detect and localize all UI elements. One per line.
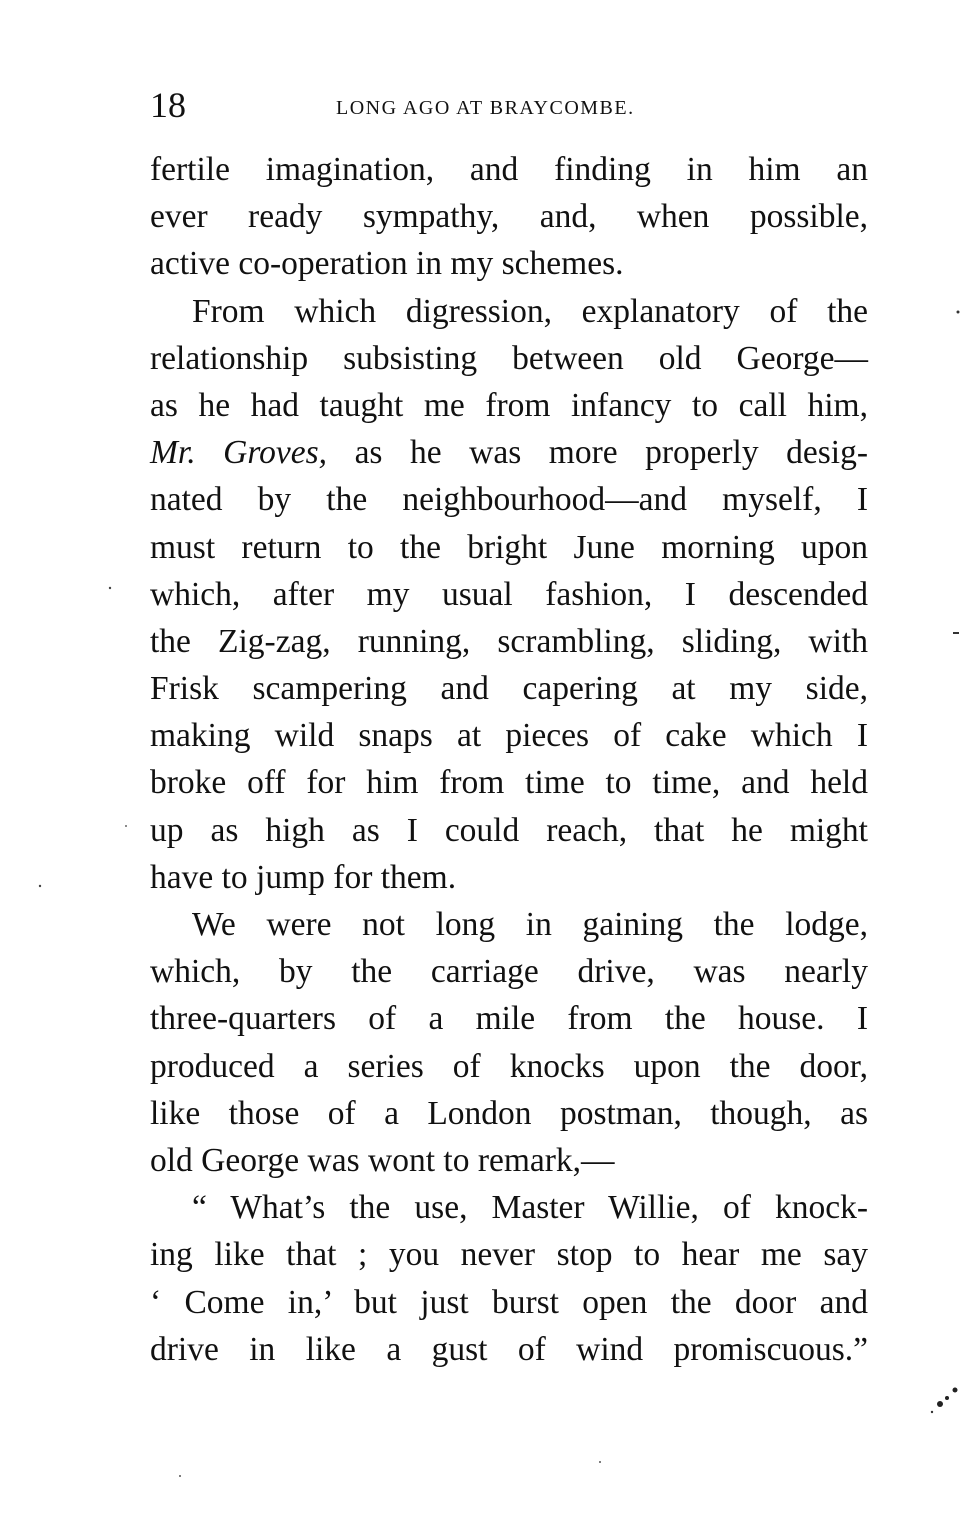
page-header (150, 80, 870, 130)
text-line: From which digression, explanatory of the (192, 292, 868, 330)
text-line: three-quarters of a mile from the house. I (150, 1000, 868, 1038)
text-line: relationship subsisting between old George— (150, 339, 868, 377)
text-line: which, after my usual fashion, I descended (150, 575, 868, 613)
text-line: ever ready sympathy, and, when possible, (150, 198, 868, 236)
text-line: old George was wont to remark,— (150, 1141, 615, 1179)
running-head: LONG AGO AT BRAYCOMBE. (336, 97, 635, 119)
text-line: active co-operation in my schemes. (150, 245, 624, 283)
text-line: nated by the neighbourhood—and myself, I (150, 481, 868, 519)
text-line: as he had taught me from infancy to call him, (150, 386, 868, 424)
text-line: broke off for him from time to time, and held (150, 764, 868, 802)
text-line: We were not long in gaining the lodge, (192, 906, 868, 943)
text-line: must return to the bright June morning upon (150, 528, 868, 566)
text-line: ing like that ; you never stop to hear me say (150, 1236, 868, 1274)
text-line: produced a series of knocks upon the door, (150, 1047, 868, 1085)
text-line: have to jump for them. (150, 858, 457, 896)
text-line: making wild snaps at pieces of cake which I (150, 717, 868, 755)
text-line: which, by the carriage drive, was nearly (150, 953, 868, 991)
text-line: fertile imagination, and finding in him an (150, 151, 868, 188)
text-line: drive in like a gust of wind promiscuous.” (150, 1330, 868, 1368)
text-line: up as high as I could reach, that he might (150, 811, 868, 849)
text-line: Frisk scampering and capering at my side, (150, 670, 868, 708)
italic-name: Mr. Groves, (150, 434, 328, 472)
text-line-rest: as he was more properly desig- (354, 434, 869, 472)
text-line-with-italic (150, 429, 868, 476)
page-number: 18 (150, 85, 186, 125)
body-text (150, 146, 868, 1373)
text-line: the Zig-zag, running, scrambling, sliding, with (150, 622, 868, 660)
text-line: “ What’s the use, Master Willie, of knock- (192, 1189, 868, 1227)
text-line: like those of a London postman, though, as (150, 1094, 868, 1132)
text-line: ‘ Come in,’ but just burst open the door and (150, 1283, 868, 1321)
